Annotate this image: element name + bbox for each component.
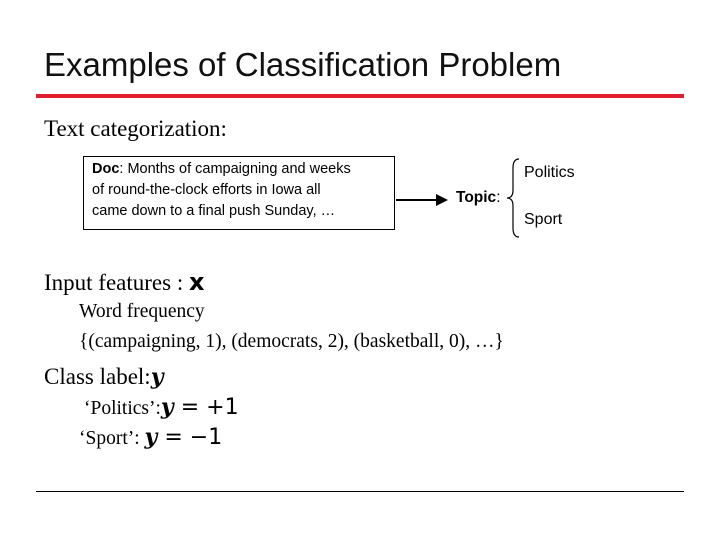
topic-option-politics: Politics [524,164,575,181]
doc-line-2: of round-the-clock efforts in Iowa all [92,182,321,198]
sport-y-var: y [144,424,158,450]
doc-colon: : [119,161,124,177]
feature-symbol-x: x [188,268,205,296]
text-categorization-heading: Text categorization: [44,116,227,141]
doc-line-3: came down to a final push Sunday, … [92,203,336,219]
class-symbol-y: y [150,364,164,390]
bottom-divider [36,491,684,492]
doc-example-box [83,156,395,230]
topic-colon: : [496,189,501,206]
topic-label-group [456,189,501,207]
input-features-label: Input features : [44,270,189,295]
class-label-heading [44,364,163,390]
topic-option-sport: Sport [524,211,563,228]
politics-y-value: = +1 [173,395,239,420]
word-frequency-label: Word frequency [79,301,205,322]
topic-label: Topic [456,189,497,206]
feature-vector-example: {(campaigning, 1), (democrats, 2), (basketball, 0), …} [79,331,504,352]
right-arrow-icon [396,193,448,207]
sport-class-row [79,424,222,450]
doc-line-1 [92,159,386,180]
slide-title: Examples of Classification Problem [44,46,562,83]
doc-text-1: Months of campaigning and weeks [123,161,351,177]
doc-label: Doc [92,161,120,177]
sport-class-label: ‘Sport’: [79,428,145,449]
class-label-text: Class label: [44,364,151,389]
title-divider [36,94,684,98]
politics-class-label: ‘Politics’: [84,398,161,419]
sport-y-value: = −1 [157,425,223,450]
left-brace-icon [506,158,520,238]
politics-y-var: y [160,394,174,420]
input-features-heading [44,268,204,296]
politics-class-row [84,394,239,420]
